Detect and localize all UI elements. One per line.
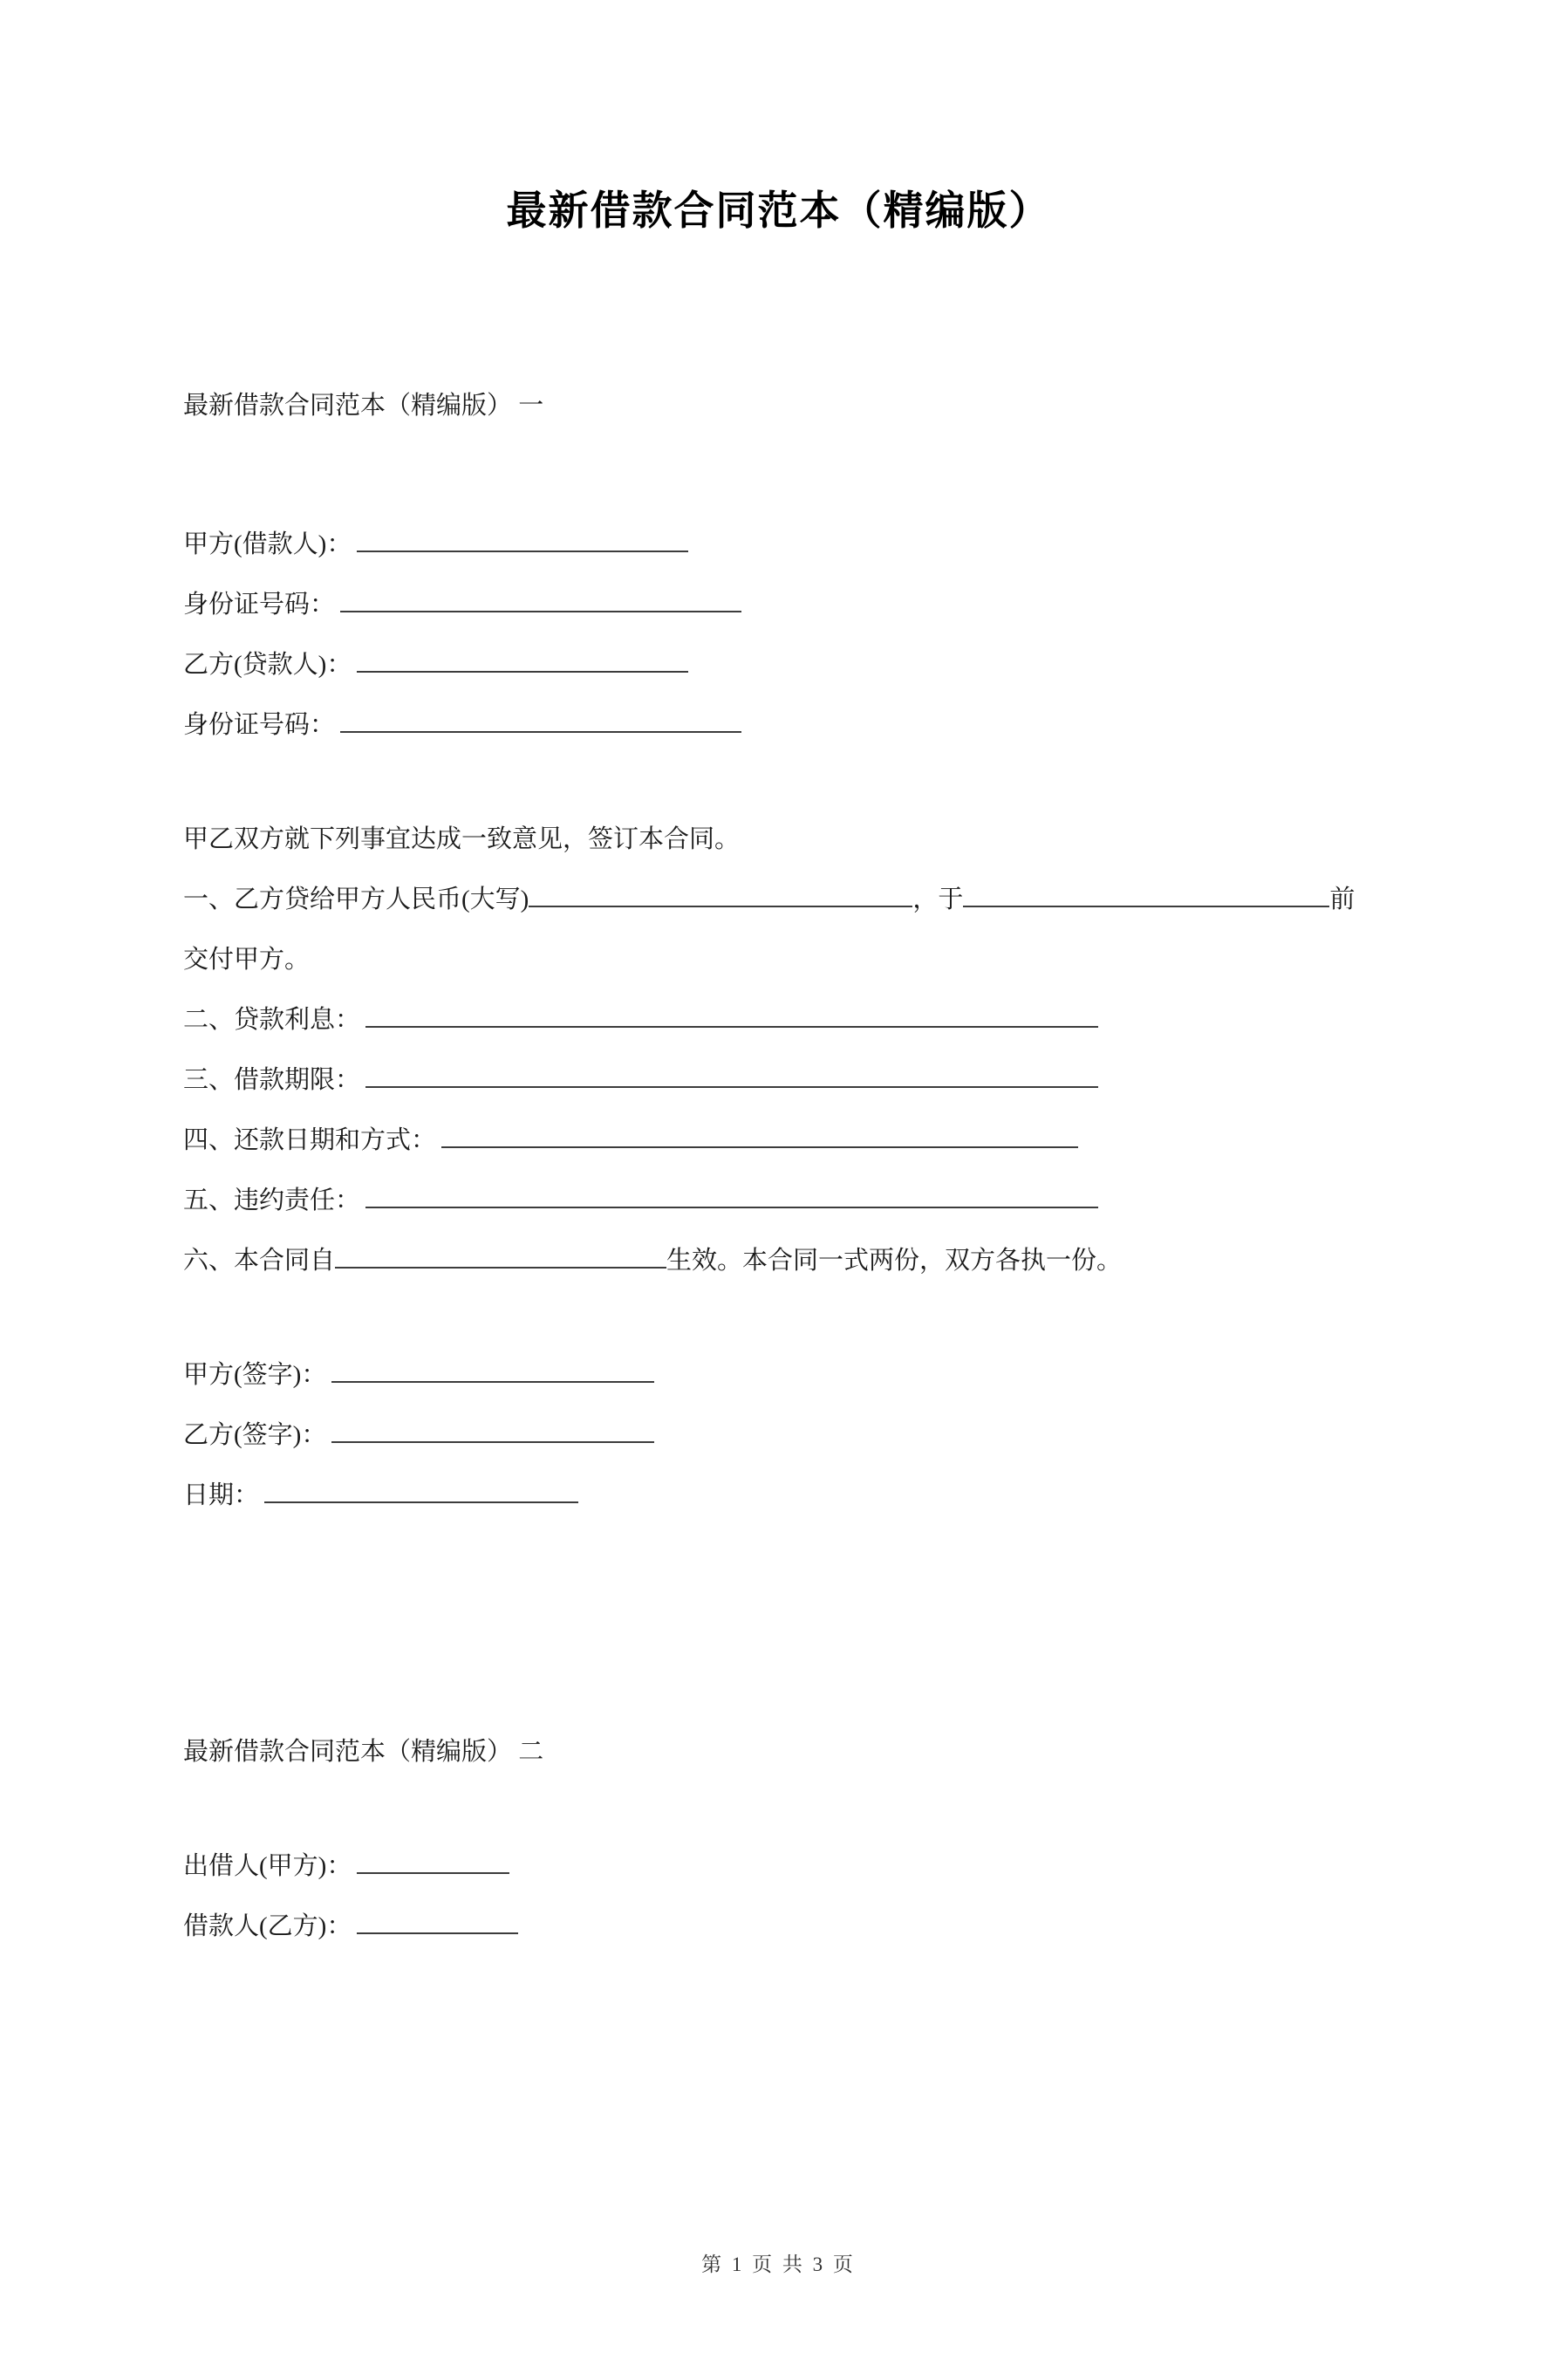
clause1-line xyxy=(183,870,1374,990)
clause1-amount-blank xyxy=(529,882,912,907)
clause2-blank xyxy=(365,1002,1098,1028)
document-title: 最新借款合同范本（精编版） xyxy=(506,188,1051,233)
party-b-id-label: 身份证号码： xyxy=(183,711,336,739)
borrower-blank xyxy=(357,1909,518,1934)
party-b-blank xyxy=(357,647,688,673)
section1-heading: 最新借款合同范本（精编版） 一 xyxy=(183,392,544,420)
clause4-line xyxy=(183,1111,1374,1171)
sign-a-label: 甲方(签字)： xyxy=(183,1361,327,1389)
clause6-line xyxy=(183,1231,1374,1291)
lender-line xyxy=(183,1836,1374,1897)
lender-label: 出借人(甲方)： xyxy=(183,1852,352,1880)
date-line xyxy=(183,1466,1374,1526)
sign-a-blank xyxy=(331,1358,654,1383)
date-label: 日期： xyxy=(183,1481,260,1509)
party-a-id-label: 身份证号码： xyxy=(183,591,336,619)
clause3-blank xyxy=(365,1063,1098,1088)
section1-party-fields xyxy=(183,515,1374,756)
clause1-cont: 交付甲方。 xyxy=(183,946,311,974)
date-blank xyxy=(264,1478,578,1503)
agreement-intro-text: 甲乙双方就下列事宜达成一致意见，签订本合同。 xyxy=(183,825,741,853)
clause5-label: 五、违约责任： xyxy=(183,1187,361,1214)
clause1-mid: ，于 xyxy=(912,886,964,913)
section2-party-fields xyxy=(183,1836,1374,1957)
section1-signatures xyxy=(183,1345,1374,1526)
party-a-id-blank xyxy=(340,587,741,612)
clause3-line xyxy=(183,1050,1374,1111)
agreement-intro xyxy=(183,810,1374,870)
document-page xyxy=(0,179,1557,2380)
section1-clauses xyxy=(183,810,1374,1291)
borrower-label: 借款人(乙方)： xyxy=(183,1912,352,1940)
sign-b-blank xyxy=(331,1418,654,1443)
party-b-id-line xyxy=(183,695,1374,756)
clause4-blank xyxy=(441,1123,1078,1148)
sign-a-line xyxy=(183,1345,1374,1405)
party-b-line xyxy=(183,635,1374,695)
clause2-label: 二、贷款利息： xyxy=(183,1006,361,1034)
clause3-label: 三、借款期限： xyxy=(183,1066,361,1094)
clause4-label: 四、还款日期和方式： xyxy=(183,1126,437,1154)
party-a-line xyxy=(183,515,1374,575)
section2-heading: 最新借款合同范本（精编版） 二 xyxy=(183,1738,544,1766)
clause6-label: 六、本合同自 xyxy=(183,1247,336,1275)
clause1-end: 前 xyxy=(1329,886,1356,913)
party-b-label: 乙方(贷款人)： xyxy=(183,651,352,679)
clause1-label: 一、乙方贷给甲方人民币(大写) xyxy=(183,886,529,913)
clause5-line xyxy=(183,1171,1374,1231)
party-a-label: 甲方(借款人)： xyxy=(183,530,352,558)
party-a-blank xyxy=(357,527,688,552)
clause5-blank xyxy=(365,1183,1098,1208)
clause1-date-blank xyxy=(963,882,1329,907)
sign-b-label: 乙方(签字)： xyxy=(183,1421,327,1449)
sign-b-line xyxy=(183,1405,1374,1466)
lender-blank xyxy=(357,1849,509,1874)
clause6-end: 生效。本合同一式两份，双方各执一份。 xyxy=(666,1247,1123,1275)
borrower-line xyxy=(183,1897,1374,1957)
party-a-id-line xyxy=(183,575,1374,635)
party-b-id-blank xyxy=(340,708,741,733)
clause6-blank xyxy=(335,1243,666,1269)
page-footer: 第 1 页 共 3 页 xyxy=(701,2253,856,2275)
clause2-line xyxy=(183,990,1374,1050)
